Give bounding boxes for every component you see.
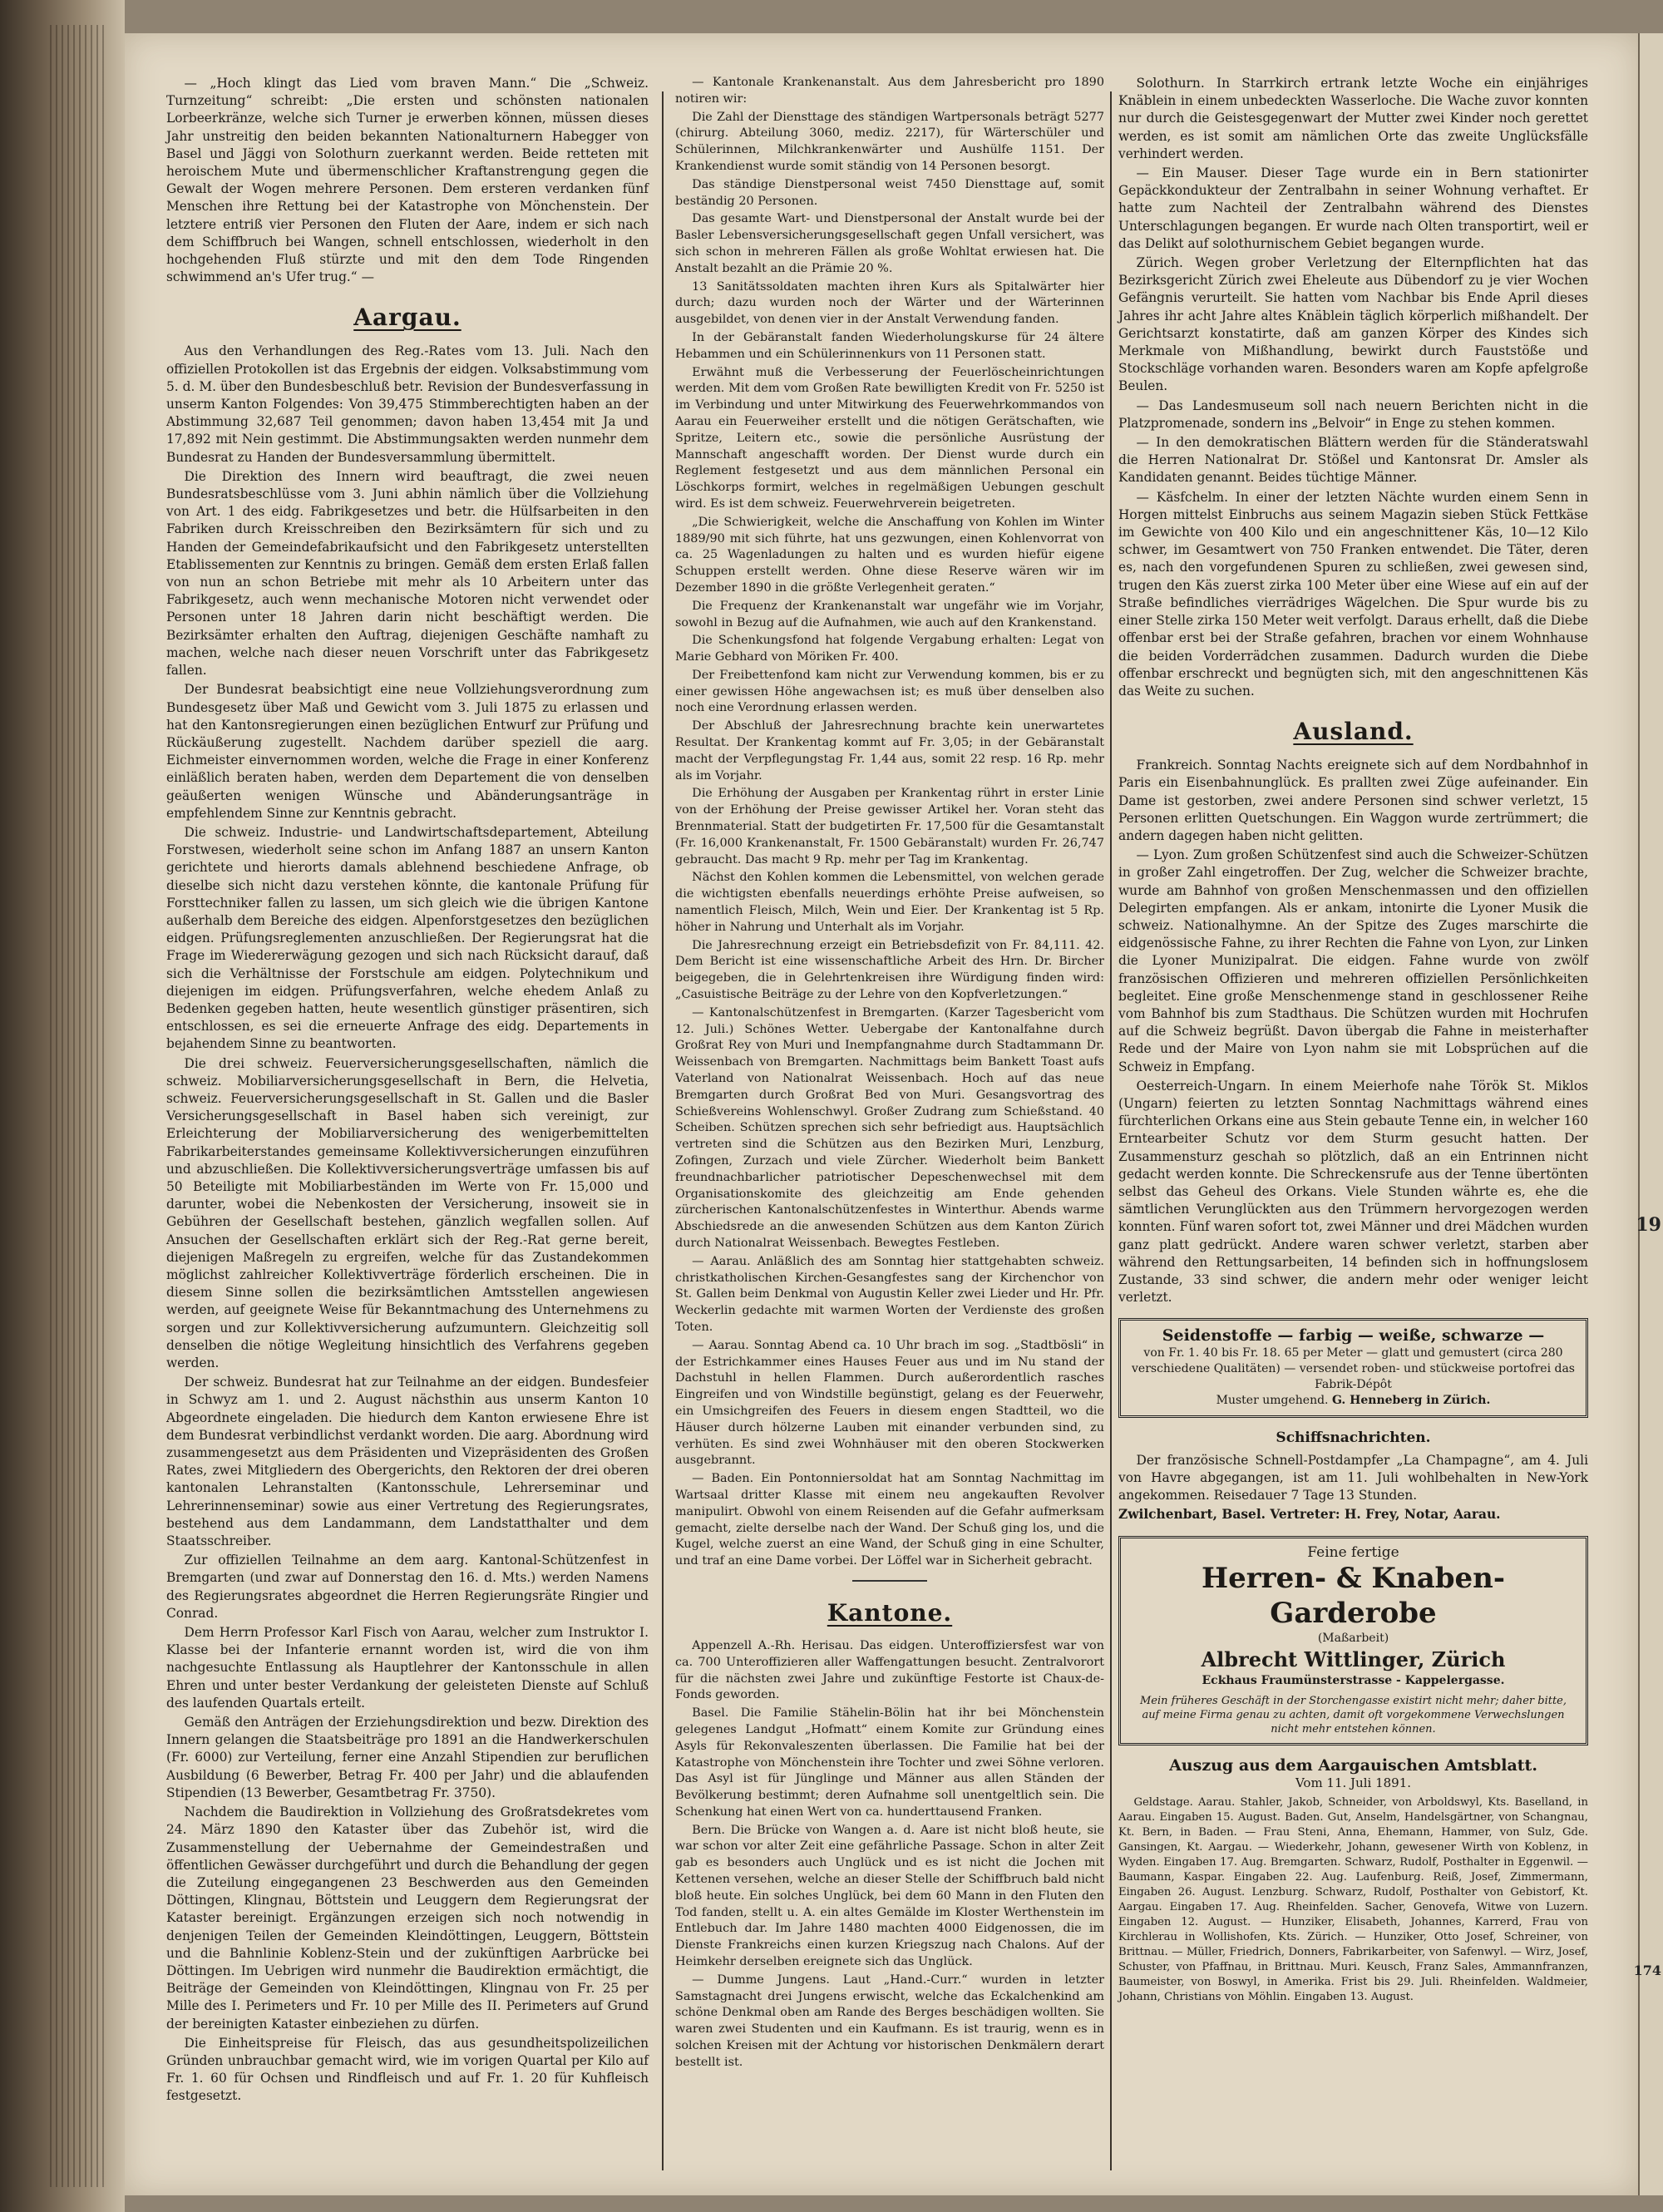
article-paragraph: Der Abschluß der Jahresrechnung brachte kein unerwartetes Resultat. Der Krankentag kommt auf Fr. 3,05; in der Gebäranstalt macht der Verpflegungstag Fr. 1,44 aus, somit 22 resp. 16 Rp. mehr als im Vorjahr. xyxy=(675,719,1104,783)
article-paragraph: Aus den Verhandlungen des Reg.-Rates vom 13. Juli. Nach den offiziellen Protokollen ist das Ergebnis der eidgen. Volksabstimmung vom 5. d. M. über den Bundesbeschluß betr. Revision der Bundesverfassung in unserm Kanton Folgendes: Von 39,475 Stimmberechtigten haben an der Abstimmung 32,687 Teil genommen; davon haben 13,454 mit Ja und 17,892 mit Nein gestimmt. Die Abstimmungsakten werden nunmehr dem Bundesrat zu Handen der Bundesversammlung übermittelt. xyxy=(166,343,649,465)
article-paragraph: 13 Sanitätssoldaten machten ihren Kurs als Spitalwärter hier durch; dazu wurden noch der Wärter und der Wärterinnen ausgebildet, von denen vier in der Anstalt Verwendung fanden. xyxy=(675,279,1104,327)
column-2 xyxy=(675,75,1104,2073)
column-1 xyxy=(166,75,649,2107)
section-heading: Kantone. xyxy=(827,1598,953,1627)
article-paragraph: In der Gebäranstalt fanden Wiederholungskurse für 24 ältere Hebammen und ein Schülerinnenkurs von 11 Personen statt. xyxy=(675,330,1104,361)
adjacent-page-number: 174 xyxy=(1633,1963,1661,1978)
article-paragraph: Die schweiz. Industrie- und Landwirtschaftsdepartement, Abteilung Forstwesen, wiederholt seine schon im Anfang 1887 an unsern Kanton gerichtete und hierorts damals ablehnend beschiedene Anfrage, ob dieselbe sich nicht dazu verstehen könnte, die kantonale Prüfung für Forsttechniker fallen zu lassen, um sich gleich wie die übrigen Kantone außerhalb dem Bereiche des eidgen. Alpenforstgesetzes den bezüglichen eidgen. Prüfungsreglementen anzuschließen. Der Regierungsrat hat die Frage im Wiedererwägung gezogen und sich nach Rücksicht darauf, daß sich die Verhältnisse der Forstschule am eidgen. Polytechnikum und diejenigen im eidgen. Prüfungsverfahren, welche ehedem Anlaß zu Bedenken gegeben hatten, heute wesentlich günstiger präsentiren, sich entschlossen, es sei die erneuerte Anfrage des eidg. Departements in bejahendem Sinne zu beantworten. xyxy=(166,824,649,1052)
article-paragraph: Frankreich. Sonntag Nachts ereignete sich auf dem Nordbahnhof in Paris ein Eisenbahnunglück. Es prallten zwei Züge aufeinander. Ein Dame ist gestorben, zwei andere Personen sind schwer verletzt, 15 Personen erlitten Quetschungen. Ein Waggon wurde zertrümmert; die andern dagegen haben nicht gelitten. xyxy=(1118,758,1588,843)
column-rule xyxy=(662,91,664,2170)
article-paragraph: Die drei schweiz. Feuerversicherungsgesellschaften, nämlich die schweiz. Mobiliarversicherungsgesellschaft in Bern, die Helvetia, schweiz. Feuerversicherungsgesellschaft in St. Gallen und die Basler Versicherungsgesellschaft in Basel haben sich vereinigt, zur Erleichterung der Mobiliarversicherung des wenigerbemittelten Fabrikarbeiterstandes gemeinsame Kollektivversicherungen einzuführen und abzuschließen. Die Kollektivversicherungsverträge umfassen bis auf 50 Beteiligte mit Mobiliarbeständen im Werte von Fr. 15,000 und darunter, wobei die Nebenkosten der Versicherung, insoweit sie in Gebühren der Gesellschaft bestehen, gänzlich wegfallen sollen. Auf Ansuchen der Gesellschaften erklärt sich der Reg.-Rat gerne bereit, diejenigen Maßregeln zu ergreifen, welche für das Zustandekommen möglichst zahlreicher Kollektivverträge förderlich erscheinen. Die in diesem Sinne sollen die bezirksämtlichen Amtsstellen angewiesen werden, auf geeignete Weise für Bekanntmachung des Unternehmens zu sorgen und zur Kollektivversicherung aufzumuntern. Gleichzeitig soll denselben die nötige Wegleitung hinsichtlich des Verfahrens gegeben werden. xyxy=(166,1055,649,1371)
ad-address: Eckhaus Fraumünsterstrasse - Kappelergasse. xyxy=(1202,1673,1505,1687)
shipping-text: Der französische Schnell-Postdampfer „La Champagne“, am 4. Juli von Havre abgegangen, ist am 11. Juli wohlbehalten in New-York angekommen. Reisedauer 7 Tage 13 Stunden. xyxy=(1118,1452,1588,1503)
article-paragraph: Zürich. Wegen grober Verletzung der Elternpflichten hat das Bezirksgericht Zürich zwei Eheleute aus Dübendorf zu je vier Wochen Gefängnis verurteilt. Sie hatten vom Nachbar bis Ende April dieses Jahres ihr acht Jahre altes Knäblein täglich körperlich mißhandelt. Der Gerichtsarzt konstatirte, daß am ganzen Körper des Kindes sich Merkmale von Mißhandlung, bewirkt durch Fauststöße und Stockschläge vorhanden waren. Besonders waren am Kopfe apfelgroße Beulen. xyxy=(1118,255,1588,394)
ad-headline: Herren- & Knaben-Garderobe xyxy=(1202,1561,1505,1630)
article-paragraph: — Aarau. Anläßlich des am Sonntag hier stattgehabten schweiz. christkatholischen Kirchen-Gesangfestes sang der Kirchenchor von St. Gallen beim Denkmal von Augustin Keller zwei Lieder und Hr. Pfr. Weckerlin gedachte mit warmen Worten der Verdienste des großen Toten. xyxy=(675,1254,1104,1334)
section-divider xyxy=(852,1580,927,1582)
article-paragraph: Die Direktion des Innern wird beauftragt, die zwei neuen Bundesratsbeschlüsse vom 3. Juni abhin nämlich über die Vollziehung von Art. 1 des eidg. Fabrikgesetzes und betr. die Hülfsarbeiten in den Fabriken durch Kreisschreiben den Bezirksämtern für sich und zu Handen der Gemeindefabrikaufsicht und den Fabrikgesetz unterstellten Etablissementen zur Kenntnis zu bringen. Gemäß dem ersten Erlaß fallen von nun an schon Betriebe mit mehr als 10 Arbeitern unter das Fabrikgesetz, auch wenn mechanische Motoren nicht verwendet oder Personen unter 18 Jahren darin nicht beschäftigt werden. Die Bezirksämter erhalten den Auftrag, diejenigen Geschäfte namhaft zu machen, welche nach dieser neuen Vorschrift unter das Fabrikgesetz fallen. xyxy=(166,468,649,679)
official-gazette-heading: Auszug aus dem Aargauischen Amtsblatt. xyxy=(1169,1755,1537,1775)
column-rule xyxy=(1110,91,1112,2170)
article-paragraph: Die Jahresrechnung erzeigt ein Betriebsdefizit von Fr. 84,111. 42. Dem Bericht ist eine wissenschaftliche Arbeit des Hrn. Dr. Bircher beigegeben, die in Gelehrtenkreisen ihre Würdigung finden wird: „Casuistische Beiträge zu der Lehre von den Kopfverletzungen.“ xyxy=(675,938,1104,1002)
article-paragraph: — Lyon. Zum großen Schützenfest sind auch die Schweizer-Schützen in großer Zahl eingetroffen. Der Zug, welcher die Schweizer brachte, wurde am Bahnhof von großen Menschenmassen und den offiziellen Delegirten empfangen. Als er ankam, intonirte die Lyoner Musik die schweiz. Nationalhymne. An der Spitze des Zuges marschirte die eidgenössische Fahne, zu ihrer Rechten die Fahne von Lyon, zur Linken die Lyoner Munizipalrat. Die eidgen. Fahne wurde von zwölf französischen Offizieren und mehreren offiziellen Persönlichkeiten begleitet. Eine große Menschenmenge stand in geschlossener Reihe vom Bahnhof bis zum Stadthaus. Die Schützen wurden mit Hochrufen auf die Schweiz begrüßt. Davon übergab die Fahne in meisterhafter Rede und der Maire von Lyon nahm sie mit Lobsprüchen auf die Schweiz in Empfang. xyxy=(1118,847,1588,1074)
article-paragraph: Basel. Die Familie Stähelin-Bölin hat ihr bei Mönchenstein gelegenes Landgut „Hofmatt“ einem Komite zur Gründung eines Asyls für Rekonvaleszenten überlassen. Die Familie hat bei der Katastrophe von Mönchenstein ihre Tochter und zwei Söhne verloren. Das Asyl ist für Jünglinge und Männer aus allen Ständen der Bevölkerung bestimmt; deren Aufnahme soll unentgeltlich sein. Die Schenkung hat einen Wert von ca. hunderttausend Franken. xyxy=(675,1706,1104,1819)
article-paragraph: Nachdem die Baudirektion in Vollziehung des Großratsdekretes vom 24. März 1890 den Kataster über das Zubehör ist, wird die Zusammenstellung der Uebernahme der Gemeindestraßen und öffentlichen Gewässer durchgeführt und durch die Behandlung der gegen die Zuteilung eingegangenen 23 Beschwerden aus den Gemeinden Döttingen, Klingnau, Böttstein und Leuggern dem Regierungsrat der Kataster bereinigt. Ergänzungen erzeigen sich noch notwendig in denjenigen Teilen der Gemeinden Kleindöttingen, Leuggern, Böttstein und die Bahnlinie Koblenz-Stein und der zukünftigen Aarbrücke bei Döttingen. Im Uebrigen wird nunmehr die Baudirektion ermächtigt, die Beiträge der Gemeinden von Kleindöttingen, Klingnau von Fr. 25 per Mille des I. Perimeters und Fr. 10 per Mille des II. Perimeters auf Grund der bereinigten Kataster einbeziehen zu dürfen. xyxy=(166,1805,649,2032)
article-paragraph: — Ein Mauser. Dieser Tage wurde ein in Bern stationirter Gepäckkondukteur der Zentralbahn in seiner Wohnung verhaftet. Er hatte zum Nachteil der Zentralbahn während des Dienstes Unterschlagungen begangen. Er wurde nach Olten transportirt, weil er das Delikt auf solothurnischem Gebiet begangen wurde. xyxy=(1118,165,1588,251)
article-paragraph: — Kantonale Krankenanstalt. Aus dem Jahresbericht pro 1890 notiren wir: xyxy=(675,76,1104,106)
article-paragraph: — Baden. Ein Pontonniersoldat hat am Sonntag Nachmittag im Wartsaal dritter Klasse mit einem neu angekauften Revolver manipulirt. Obwohl von einem Reisenden auf die Gefahr aufmerksam gemacht, zielte derselbe nach der Wand. Der Schuß ging los, und die Kugel, welche zuerst an eine Wand, der Schuß ging in eine Schulter, und traf an eine Dame vorbei. Der Löffel war in Sicherheit gebracht. xyxy=(675,1472,1104,1568)
ad-top-line: Feine fertige xyxy=(1307,1543,1399,1561)
ad-sign-prefix: Muster umgehend. xyxy=(1216,1393,1329,1407)
article-paragraph: Die Zahl der Diensttage des ständigen Wartpersonals beträgt 5277 (chirurg. Abteilung 3060, mediz. 2217), für Wärterschüler und Schülerinnen, Milchkrankenwärter und Aushülfe 1151. Der Krankendienst wurde somit ständig von 14 Personen besorgt. xyxy=(675,110,1104,173)
ad-text: von Fr. 1. 40 bis Fr. 18. 65 per Meter — glatt und gemustert (circa 280 verschiedene Qualitäten) — versendet roben- und stückweise portofrei das Fabrik-Dépôt xyxy=(1132,1345,1575,1391)
article-paragraph: — „Hoch klingt das Lied vom braven Mann.“ Die „Schweiz. Turnzeitung“ schreibt: „Die ersten und schönsten nationalen Lorbeerkränze, welche sich Turner je erwerben können, müssen dieses Jahr unstreitig den beiden bekannten Nationalturnern Habegger von Basel und Jäggi von Solothurn zuerkannt werden. Beide retteten mit heroischem Mute und übermenschlicher Kraftanstrengung gegen die Gewalt der Wogen mehrere Personen. Dem ersteren verdanken fünf Menschen ihre Rettung bei der Katastrophe von Mönchenstein. Der letztere entriß vier Personen den Fluten der Aare, indem er sich nach dem Schiffbruch bei Wangen, schnell entschlossen, wiederholt in den hochgehenden Fluß stürzte und mit den dem Tode Ringenden schwimmend an's Ufer trug.“ — xyxy=(166,76,649,285)
article-paragraph: Erwähnt muß die Verbesserung der Feuerlöscheinrichtungen werden. Mit dem vom Großen Rate bewilligten Kredit von Fr. 5250 ist im Verbindung und unter Mitwirkung des Feuerwehrkommandos von Aarau ein Feuerweiher erstellt und die nötigen Gerätschaften, wie Spritze, Leitern etc., sowie die persönliche Ausrüstung der Mannschaft angeschafft worden. Der Dienst wurde durch ein Reglement festgesetzt und aus dem männlichen Personal ein Löschkorps formirt, welches in regelmäßigen Uebungen geschult wird. Es ist dem schweiz. Feuerwehrverein beigetreten. xyxy=(675,365,1104,511)
article-paragraph: Appenzell A.-Rh. Herisau. Das eidgen. Unteroffiziersfest war von ca. 700 Unteroffizieren aller Waffengattungen besucht. Zentralvorort für die nächsten zwei Jahre und zukünftige Festorte ist Chaux-de-Fonds geworden. xyxy=(675,1638,1104,1702)
section-heading: Aargau. xyxy=(353,304,461,332)
shipping-heading: Schiffsnachrichten. xyxy=(1276,1429,1431,1446)
official-gazette-text: Geldstage. Aarau. Stahler, Jakob, Schneider, von Arboldswyl, Kts. Baselland, in Aarau. Eingaben 15. August. Baden. Gut, Anselm, Handelsgärtner, von Schangnau, Kt. Bern, in Baden. — Frau Steni, Anna, Ehemann, Hammer, von Sulz, Gde. Gansingen, Kt. Aargau. — Wiederkehr, Johann, gewesener Wirth von Koblenz, in Wyden. Eingaben 17. Aug. Bremgarten. Schwarz, Rudolf, Posthalter in Eggenwil. — Baumann, Kaspar. Eingaben 22. Aug. Laufenburg. Reiß, Josef, Zimmermann, Eingaben 26. August. Lenzburg. Schwarz, Rudolf, Posthalter von Gebistorf, Kt. Aargau. Eingaben 17. Aug. Rheinfelden. Sacher, Genovefa, Witwe von Luzern. Eingaben 12. August. — Hunziker, Elisabeth, Johannes, Karrerd, Frau von Kirchlerau in Wollishofen, Kts. Zürich. — Hunziker, Otto Josef, Schreiner, von Brittnau. — Müller, Friedrich, Donners, Fabrikarbeiter, von Safenwyl. — Wirz, Josef, Schuster, von Pfaffnau, in Brittnau. Muri. Keusch, Franz Sales, Ammannfranzen, Baumeister, von Boswyl, in Amerika. Frist bis 29. Juli. Rheinfelden. Waldmeier, Johann, Christians von Möhlin. Eingaben 13. August. xyxy=(1118,1796,1588,2004)
silk-advertisement xyxy=(1118,1318,1588,1417)
article-paragraph: Der Freibettenfond kam nicht zur Verwendung kommen, bis er zu einer gewissen Höhe angewachsen ist; es muß über denselben also noch eine Verordnung erlassen werden. xyxy=(675,668,1104,715)
page-edges xyxy=(50,25,108,2187)
column-3 xyxy=(1118,75,1588,2007)
article-paragraph: — Das Landesmuseum soll nach neuern Berichten nicht in die Platzpromenade, sondern ins „Belvoir“ in Enge zu stehen kommen. xyxy=(1118,397,1588,431)
adjacent-page-number: 19 xyxy=(1636,1214,1661,1236)
article-paragraph: Die Schenkungsfond hat folgende Vergabung erhalten: Legat von Marie Gebhard von Möriken Fr. 400. xyxy=(675,634,1104,664)
ad-title: Seidenstoffe — farbig — weiße, schwarze — xyxy=(1162,1326,1545,1345)
official-gazette-date: Vom 11. Juli 1891. xyxy=(1295,1775,1412,1790)
article-paragraph: Oesterreich-Ungarn. In einem Meierhofe nahe Török St. Miklos (Ungarn) feierten zu letzten Sonntag Nachmittags während eines fürchterlichen Orkans eine aus Stein gebaute Tenne ein, in welcher 160 Erntearbeiter Schutz vor dem Sturm gesucht hatten. Der Zusammensturz geschah so plötzlich, daß an ein Entrinnen nicht gedacht werden konnte. Die Schreckensrufe aus der Tenne übertönten selbst das Geheul des Orkans. Viele Stunden währte es, ehe die sämtlichen Verunglückten aus den Trümmern hervorgezogen werden konnten. Fünf waren sofort tot, zwei Männer und drei Mädchen wurden ganz platt gedrückt. Andere waren schwer verletzt, starben aber während den Rettungsarbeiten, 14 befinden sich in hoffnungslosem Zustande, 33 sind schwer, die andern mehr oder weniger leicht verletzt. xyxy=(1118,1078,1588,1306)
article-paragraph: Das ständige Dienstpersonal weist 7450 Diensttage auf, somit beständig 20 Personen. xyxy=(675,177,1104,208)
ad-firm: Albrecht Wittlinger, Zürich xyxy=(1201,1647,1506,1671)
article-paragraph: — Käsfchelm. In einer der letzten Nächte wurden einem Senn in Horgen mittelst Einbruchs aus seinem Magazin sieben Stück Fettkäse im Gewichte von 400 Kilo und ein angeschnittener Käs, 10—12 Kilo schwer, im Gesamtwert von 750 Franken entwendet. Die Täter, deren es, nach den vorgefundenen Spuren zu schließen, zwei gewesen sind, trugen den Käs zuerst zirka 100 Meter über eine Wiese auf ein auf der Straße befindliches vierrädriges Wägelchen. Die Spur wurde bis zu einer Stelle zirka 150 Meter weit verfolgt. Daraus erhellt, daß die Diebe offenbar erst bei der Straße gefahren, brachen vor einem Wohnhause die beiden Vorderrädchen zusammen. Dadurch wurden die Diebe offenbar erschreckt und begnügten sich, mit den angeschnittenen Käs das Weite zu suchen. xyxy=(1118,489,1588,699)
article-paragraph: Bern. Die Brücke von Wangen a. d. Aare ist nicht bloß heute, sie war schon vor alter Zeit eine gefährliche Passage. Schon in alter Zeit gab es besonders auch Unglück und es ist nicht die Jochen mit Kettenen versehen, welche an dieser Stelle der Schiffbruch bald nicht bloß heute. Ein solches Unglück, bei dem 60 Mann in den Fluten den Tod fanden, stellt u. A. ein altes Gemälde im Kloster Werthenstein im Entlebuch dar. Im Jahre 1480 machten 4000 Eidgenossen, die im Dienste Frankreichs einen kurzen Kriegszug nach Chalons. Auf der Heimkehr derselben ereignete sich das Unglück. xyxy=(675,1823,1104,1969)
article-paragraph: Die Einheitspreise für Fleisch, das aus gesundheitspolizeilichen Gründen unbrauchbar gemacht wird, wie im vorigen Quartal per Kilo auf Fr. 1. 60 für Ochsen und Rindfleisch und auf Fr. 1. 20 für Kuhfleisch festgesetzt. xyxy=(166,2035,649,2104)
article-paragraph: Solothurn. In Starrkirch ertrank letzte Woche ein einjähriges Knäblein in einem unbedeckten Wasserloche. Die Wache zuvor konnten nur durch die Geistesgegenwart der Mutter zwei Kinder noch gerettet werden, es ist somit am nämlichen Orte das zweite Unglücksfälle verhindert werden. xyxy=(1118,76,1588,161)
article-paragraph: — In den demokratischen Blättern werden für die Ständeratswahl die Herren Nationalrat Dr. Stößel und Kantonsrat Dr. Amsler als Kandidaten genannt. Beides tüchtige Männer. xyxy=(1118,435,1588,486)
article-paragraph: Die Erhöhung der Ausgaben per Krankentag rührt in erster Linie von der Erhöhung der Preise gewisser Artikel her. Voran steht das Brennmaterial. Statt der budgetirten Fr. 17,500 für die Gesamtanstalt (Fr. 16,000 Krankenanstalt, Fr. 1500 Gebäranstalt) wurden Fr. 26,747 gebraucht. Das macht 9 Rp. mehr per Tag im Krankentag. xyxy=(675,787,1104,867)
article-paragraph: Die Frequenz der Krankenanstalt war ungefähr wie im Vorjahr, sowohl in Bezug auf die Aufnahmen, wie auch auf den Krankenstand. xyxy=(675,599,1104,630)
article-paragraph: — Aarau. Sonntag Abend ca. 10 Uhr brach im sog. „Stadtbösli“ in der Estrichkammer eines Hauses Feuer aus und im Nu stand der Dachstuhl in hellen Flammen. Durch außerordentlich rasches Eingreifen und von Windstille begünstigt, gelang es der Feuerwehr, ein Umsichgreifen des Feuers in diesem engen Stadtteil, wo die Häuser durch hölzerne Lauben mit einander verbunden sind, zu verhüten. Es sind zwei Wohnhäuser mit den oberen Stockwerken ausgebrannt. xyxy=(675,1338,1104,1468)
adjacent-page-edge xyxy=(1633,33,1663,2195)
ad-firm: G. Henneberg in Zürich. xyxy=(1331,1393,1491,1407)
article-paragraph: Gemäß den Anträgen der Erziehungsdirektion und bezw. Direktion des Innern gelangen die Staatsbeiträge pro 1891 an die Handwerkerschulen (Fr. 6000) zur Verteilung, ferner eine Anzahl Stipendien zur beruflichen Ausbildung (6 Bewerber, Betrag Fr. 400 per Jahr) und die ablaufenden Stipendien (13 Bewerber, Gesamtbetrag Fr. 3750). xyxy=(166,1715,649,1800)
shipping-agent: Zwilchenbart, Basel. Vertreter: H. Frey, Notar, Aarau. xyxy=(1118,1507,1501,1523)
article-paragraph: Zur offiziellen Teilnahme an dem aarg. Kantonal-Schützenfest in Bremgarten (und zwar auf Donnerstag den 16. d. Mts.) werden Namens des Regierungsrates abgeordnet die Herren Regierungsräte Ringier und Conrad. xyxy=(166,1553,649,1621)
ad-subline: (Maßarbeit) xyxy=(1317,1631,1389,1645)
article-paragraph: — Kantonalschützenfest in Bremgarten. (Karzer Tagesbericht vom 12. Juli.) Schönes Wetter. Uebergabe der Kantonalfahne durch Großrat Rey von Muri und Inempfangnahme durch Stadtammann Dr. Weissenbach von Bremgarten. Nachmittags beim Bankett Toast aufs Vaterland von Nationalrat Weissenbach. Hoch auf das neue Bremgarten durch Großrat Bed von Muri. Gesangsvortrag des Schießvereins Wohlenschwyl. Großer Zudrang zum Schießstand. 40 Scheiben. Schützen sprechen sich sehr befriedigt aus. Hauptsächlich vertreten sind die Schützen aus den Bezirken Muri, Lenzburg, Zofingen, Zurzach und viele Zürcher. Wiederholt beim Bankett freundnachbarlicher patriotischer Depeschenwechsel mit dem Organisationskomite des gleichzeitig am Ende gehenden zürcherischen Kantonalschützenfestes in Winterthur. Abends warme Abschiedsrede an die anwesenden Schützen aus dem Kanton Zürich durch Nationalrat Weissenbach. Bewegtes Festleben. xyxy=(675,1005,1104,1250)
article-paragraph: Nächst den Kohlen kommen die Lebensmittel, von welchen gerade die wichtigsten ebenfalls neuerdings erhöhte Preise aufweisen, so namentlich Fleisch, Milch, Wein und Eier. Der Krankentag ist 5 Rp. höher in Nahrung und Unterhalt als im Vorjahr. xyxy=(675,871,1104,934)
article-paragraph: Der schweiz. Bundesrat hat zur Teilnahme an der eidgen. Bundesfeier in Schwyz am 1. und 2. August nächsthin aus unserm Kanton 10 Abgeordnete eingeladen. Die hiedurch dem Kanton erwiesene Ehre ist dem Bundesrat verbindlichst verdankt worden. Die aarg. Abordnung wird zusammengesetzt aus dem Präsidenten und Vizepräsidenten des Großen Rates, zwei Mitgliedern des Obergerichts, den Rektoren der drei oberen kantonalen Lehranstalten (Kantonsschule, Lehrerseminar und Lehrerinnenseminar) sowie aus einer Vertretung des Regierungsrates, bestehend aus dem Landammann, dem Landstatthalter und dem Staatsschreiber. xyxy=(166,1375,649,1549)
section-heading: Ausland. xyxy=(1293,718,1414,746)
book-gutter xyxy=(0,0,125,2212)
ad-note: Mein früheres Geschäft in der Storchengasse existirt nicht mehr; daher bitte, auf meine Firma genau zu achten, damit oft vorgekommene Verwechslungen nicht mehr entstehen können. xyxy=(1139,1694,1567,1736)
article-paragraph: „Die Schwierigkeit, welche die Anschaffung von Kohlen im Winter 1889/90 mit sich führte, hat uns gezwungen, einen Kohlenvorrat von ca. 25 Wagenladungen zu halten und es wurden hiefür eigene Schuppen erstellt werden. Ohne diese Reserve wären wir im Dezember 1890 in die größte Verlegenheit geraten.“ xyxy=(675,515,1104,595)
garment-advertisement xyxy=(1118,1536,1588,1745)
ad-signature xyxy=(1131,1393,1576,1409)
article-paragraph: — Dumme Jungens. Laut „Hand.-Curr.“ wurden in letzter Samstagnacht drei Jungens erwischt, welche das Eckalchenkind am schöne Denkmal oben am Rande des Berges beschädigen wollten. Sie waren zwei Studenten und ein Kaufmann. Es ist traurig, wenn es in solchen Kreisen mit der Achtung vor historischen Denkmälern derart bestellt ist. xyxy=(675,1973,1104,2069)
article-paragraph: Der Bundesrat beabsichtigt eine neue Vollziehungsverordnung zum Bundesgesetz über Maß und Gewicht vom 3. Juli 1875 zu erlassen und hat den Kantonsregierungen einen bezüglichen Entwurf zur Prüfung und Rückäußerung zugestellt. Nachdem darüber speziell die aarg. Eichmeister einvernommen worden, welche die Frage in einer Konferenz einläßlich beraten haben, werden dem Departement die von denselben geäußerten wenigen Wünsche und Abänderungsanträge in empfehlendem Sinne zur Kenntnis gebracht. xyxy=(166,682,649,821)
article-paragraph: Das gesamte Wart- und Dienstpersonal der Anstalt wurde bei der Basler Lebensversicherungsgesellschaft gegen Unfall versichert, was sich schon in mehreren Fällen als große Wohltat erwiesen hat. Die Anstalt bezahlt an die Prämie 20 %. xyxy=(675,212,1104,275)
article-paragraph: Dem Herrn Professor Karl Fisch von Aarau, welcher zum Instruktor I. Klasse bei der Infanterie ernannt worden ist, wird die von ihm nachgesuchte Entlassung als Hauptlehrer der Kantonsschule in allen Ehren und unter bester Verdankung der geleisteten Dienste auf Schluß des laufenden Quartals erteilt. xyxy=(166,1625,649,1711)
